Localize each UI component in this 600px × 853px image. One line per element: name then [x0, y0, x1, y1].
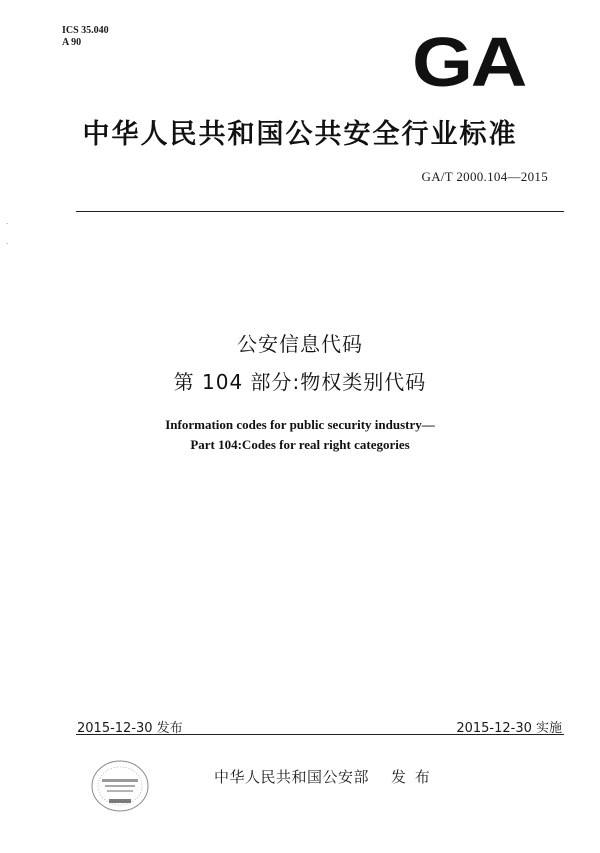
- en-title-line1: Information codes for public security industry—: [165, 417, 435, 432]
- implement-date: 2015-12-30 实施: [456, 721, 562, 736]
- publish-label: 发 布: [391, 768, 432, 786]
- standard-number: GA/T 2000.104—2015: [421, 169, 548, 184]
- top-divider: [76, 211, 564, 212]
- cn-title-line2: 第 104 部分:物权类别代码: [173, 370, 427, 394]
- cn-title-line1: 公安信息代码: [237, 332, 363, 356]
- classification-codes: [62, 25, 109, 49]
- issue-date: 2015-12-30 发布: [77, 721, 183, 736]
- ga-logo: GA: [412, 23, 526, 101]
- anti-counterfeit-seal-icon: [89, 757, 151, 815]
- ccs-code: A 90: [62, 37, 82, 48]
- en-title-line2: Part 104:Codes for real right categories: [190, 437, 410, 452]
- issuer-name: 中华人民共和国公安部: [214, 768, 370, 786]
- org-title: 中华人民共和国公共安全行业标准: [82, 119, 518, 150]
- issuer: [214, 766, 432, 787]
- scan-marks: · ·: [6, 220, 9, 248]
- ics-code: ICS 35.040: [62, 25, 109, 36]
- bottom-divider: [76, 734, 564, 735]
